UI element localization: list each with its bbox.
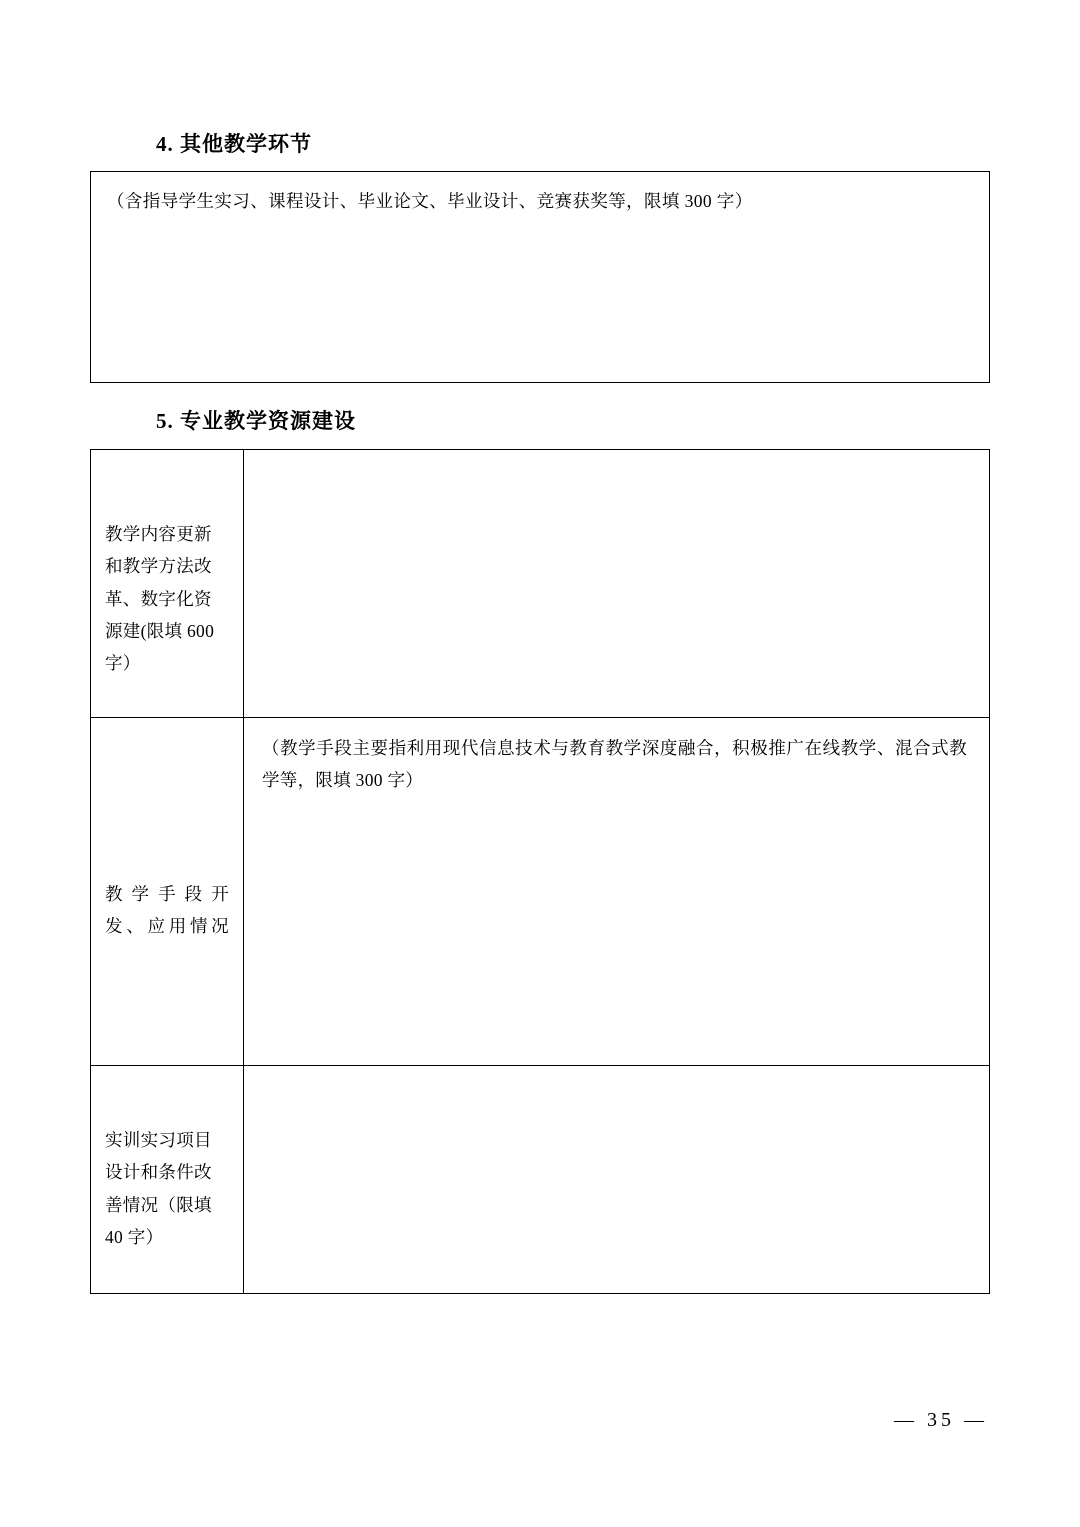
page-content [90, 130, 990, 1294]
row-label-teaching-methods: 教学手段开发、应用情况 [105, 883, 229, 937]
row-input-cell[interactable] [244, 717, 990, 1065]
table-row [91, 1065, 990, 1293]
page-number: — 35 — [894, 1409, 988, 1431]
row-note-teaching-methods: （教学手段主要指利用现代信息技术与教育教学深度融合，积极推广在线教学、混合式教学等，限填 300 字） [262, 737, 967, 791]
table-row [91, 717, 990, 1065]
table-row [91, 449, 990, 717]
row-label-content-update: 教学内容更新和教学方法改革、数字化资源建(限填 600 字） [105, 523, 215, 674]
row-note-practical-training [244, 1066, 989, 1080]
row-label-cell [91, 449, 244, 717]
resource-table [90, 449, 990, 1294]
row-note-content-update [244, 450, 989, 464]
section-heading-other-teaching: 4. 其他教学环节 [156, 132, 312, 156]
other-teaching-note: （含指导学生实习、课程设计、毕业论文、毕业设计、竞赛获奖等，限填 300 字） [107, 191, 753, 212]
row-input-cell[interactable] [244, 449, 990, 717]
row-label-cell [91, 1065, 244, 1293]
other-teaching-cell[interactable] [91, 172, 990, 383]
section-heading-resource-construction: 5. 专业教学资源建设 [156, 409, 356, 434]
row-label-practical-training: 实训实习项目设计和条件改善情况（限填 40 字） [105, 1129, 212, 1247]
row-input-cell[interactable] [244, 1065, 990, 1293]
other-teaching-box [90, 171, 990, 383]
row-label-cell [91, 717, 244, 1065]
